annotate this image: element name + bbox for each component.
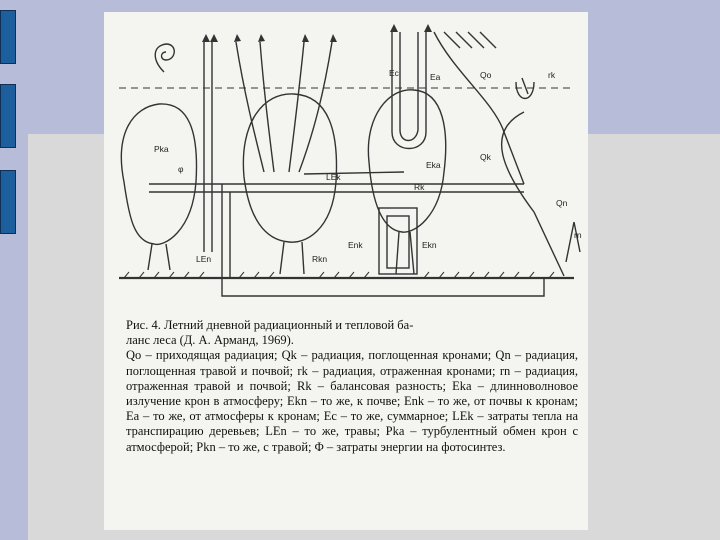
scanned-page xyxy=(104,12,588,530)
label-pka: Pka xyxy=(154,144,169,154)
label-lek: LEk xyxy=(326,172,341,182)
label-rkn: Rkn xyxy=(312,254,328,264)
label-ec: Ec xyxy=(389,68,399,78)
caption-line-1: Рис. 4. Летний дневной радиационный и тепловой ба- xyxy=(126,318,414,332)
label-qn: Qn xyxy=(556,198,568,208)
label-ekn: Ekn xyxy=(422,240,437,250)
label-rn: rn xyxy=(574,230,582,240)
side-tab-2[interactable] xyxy=(0,84,16,148)
label-ea: Ea xyxy=(430,72,441,82)
figure-caption xyxy=(126,318,578,455)
label-len: LEn xyxy=(196,254,212,264)
label-qk: Qk xyxy=(480,152,491,162)
label-enk: Enk xyxy=(348,240,363,250)
side-tab-1[interactable] xyxy=(0,10,16,64)
label-phi: φ xyxy=(178,164,184,174)
label-eka: Eka xyxy=(426,160,441,170)
label-qo: Qo xyxy=(480,70,492,80)
side-tab-3[interactable] xyxy=(0,170,16,234)
label-rk-balance: Rk xyxy=(414,182,425,192)
label-rk: rk xyxy=(548,70,556,80)
forest-balance-diagram xyxy=(104,12,588,317)
caption-line-2: ланс леса (Д. А. Арманд, 1969). xyxy=(126,333,294,348)
caption-body: Qo – приходящая радиация; Qk – радиация, поглощенная кронами; Qn – радиация, поглощенная травой и почвой; rk – радиация, отраженная кронами; rn – радиация, отраженная травой и почвой; Rk – балансовая разность; Eka – длинноволновое излучение крон в атмосферу; Ekn – то же, к почве; Enk – то же, от почвы к кронам; Ea – то же, от атмосферы к кронам; Ec – то же, суммарное; LEk – затраты тепла на транспирацию деревьев; LEn – то же, травы; Pka – турбулентный обмен крон с атмосферой; Pkn – то же, с травой; Φ – затраты энергии на фотосинтез. xyxy=(126,348,578,454)
